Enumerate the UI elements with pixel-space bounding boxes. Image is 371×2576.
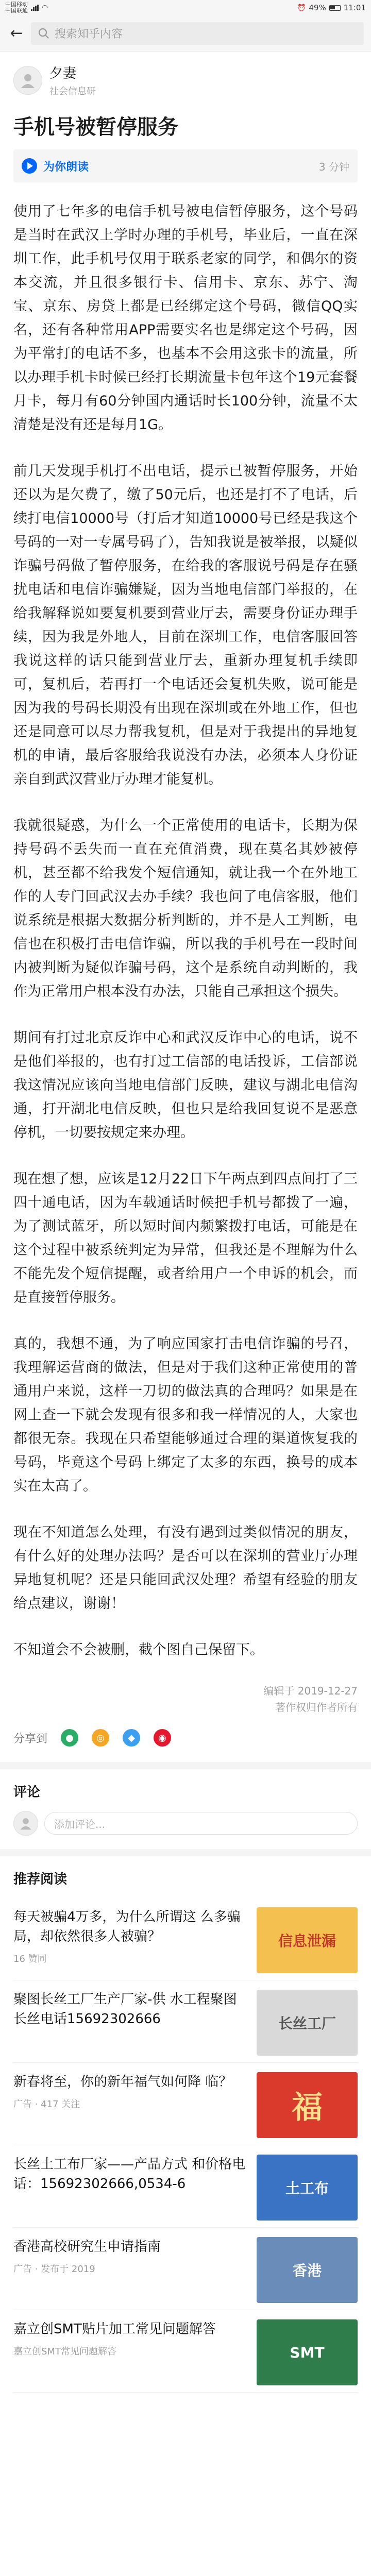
my-avatar [13, 1811, 38, 1836]
status-bar [0, 0, 371, 15]
carrier-line2: 中国联通 [5, 7, 28, 14]
recommend-item-meta: 广告 · 发布于 2019 [13, 2264, 95, 2275]
comments-section [0, 1769, 371, 1849]
recommend-item-title: 聚图长丝工厂生产厂家-供 水工程聚图长丝电话15692302666 [13, 1992, 237, 2027]
recommend-thumbnail: SMT [257, 2319, 358, 2385]
read-aloud-label: 为你朗读 [43, 160, 89, 174]
recommend-item-title: 长丝土工布厂家——产品方式 和价格电话：15692302666,0534-6 [13, 2157, 246, 2192]
recommend-item[interactable] [13, 2228, 358, 2310]
top-bar [0, 15, 371, 52]
battery-icon [329, 5, 341, 11]
article-paragraph: 使用了七年多的电信手机号被电信暂停服务，这个号码是当时在武汉上学时办理的手机号，毕业后，一直在深圳工作，此手机号仅用于联系老家的同学，和偶尔的资本交流，并且很多银行卡、信用卡、京东、苏宁、淘宝、京东、房贷上都是已经绑定这个号码，微信QQ实名，还有各种常用APP需要实名也是绑定这个号码，因为平常打的电话不多，也基本不会用这张卡的流量，所以办理手机卡时候已经打长期流量卡包年这个19元套餐月卡，每月有60分钟国内通话时长100分钟，流量不太清楚是没有还是每月1G。 [13, 204, 358, 433]
recommend-item-title: 新春将至，你的新年福气如何降 临？ [13, 2074, 232, 2090]
recommend-thumbnail: 福 [257, 2072, 358, 2138]
article-body [0, 182, 371, 1662]
avatar[interactable] [13, 66, 42, 95]
wechat-icon[interactable]: ● [61, 1729, 78, 1747]
recommend-section [0, 1856, 371, 2393]
comment-box [13, 1811, 358, 1836]
article-paragraph: 不知道会不会被删，截个图自己保留下。 [13, 1642, 264, 1658]
author-row[interactable] [0, 52, 371, 97]
recommend-item-title: 嘉立创SMT贴片加工常见问题解答 [13, 2321, 216, 2337]
recommend-thumbnail: 香港 [257, 2237, 358, 2303]
section-divider [0, 1762, 371, 1769]
weibo-icon[interactable]: ◉ [154, 1729, 171, 1747]
battery-percent: 49% [309, 3, 326, 12]
read-aloud-button[interactable] [13, 149, 358, 182]
article-paragraph: 真的，我想不通，为了响应国家打击电信诈骗的号召，我理解运营商的做法，但是对于我们这种正常使用的普通用户来说，这样一刀切的做法真的合理吗？如果是在网上查一下就会发现有很多和我一样情况的人，大家也都很无奈。我现在只希望能够通过合理的渠道恢复我的号码，毕竟这个号码上绑定了太多的东西，换号的成本实在太高了。 [13, 1336, 358, 1494]
recommend-item-title: 每天被骗4万多，为什么所谓这 么多骗局，却依然很多人被骗？ [13, 1909, 241, 1944]
recommend-item[interactable] [13, 2145, 358, 2228]
recommend-thumbnail: 土工布 [257, 2155, 358, 2221]
carrier [5, 2, 28, 14]
recommend-item[interactable] [13, 2063, 358, 2145]
article-paragraph: 前几天发现手机打不出电话，提示已被暂停服务，开始还以为是欠费了，缴了50元后，也还是打不了电话，后续打电信10000号（打后才知道10000号已经是我这个号码的一对一专属号码了），告知我说是被举报，以疑似诈骗号码做了暂停服务，在给我的客服说号码是存在骚扰电话和电信诈骗嫌疑，因为当地电信部门举报的，在给我解释说如要复机要到营业厅去，需要身份证办理手续，因为我是外地人，目前在深圳工作，电信客服回答我说这样的话只能到营业厅去，重新办理复机手续即可，复机后，若再打一个电话还会复机失败，说可能是因为我的号码长期没有出现在深圳或在外地工作，但也还是同意可以尽力帮我复机，但是对于我提出的异地复机的申请，最后客服给我说没有办法，必须本人身份证亲自到武汉营业厅办理才能复机。 [13, 463, 358, 787]
share-label: 分享到 [13, 1732, 48, 1745]
article-meta [0, 1677, 371, 1716]
wifi-icon: ◠ [42, 4, 48, 12]
moments-icon[interactable]: ◎ [92, 1729, 109, 1747]
recommend-item[interactable] [13, 1980, 358, 2063]
comments-title: 评论 [13, 1785, 41, 1800]
share-row [0, 1716, 371, 1747]
article-paragraph: 期间有打过北京反诈中心和武汉反诈中心的电话，说不是他们举报的，也有打过工信部的电话投诉，工信部说我这情况应该向当地电信部门反映，建议与湖北电信沟通，打开湖北电信反映，但也只是给我回复说不是恶意停机，一切要按规定来办理。 [13, 1030, 358, 1141]
search-placeholder: 搜索知乎内容 [55, 28, 123, 41]
author-intro: 社会信息研 [49, 86, 96, 97]
search-input[interactable] [31, 22, 364, 45]
recommend-item-meta: 广告 · 417 关注 [13, 2099, 80, 2110]
recommend-item-meta: 16 赞同 [13, 1954, 47, 1964]
article-paragraph: 现在不知道怎么处理，有没有遇到过类似情况的朋友，有什么好的处理办法吗？是否可以在深圳的营业厅办理异地复机呢？还是只能回武汉处理？希望有经验的朋友给点建议，谢谢！ [13, 1524, 358, 1612]
search-icon [38, 28, 49, 39]
play-icon [22, 158, 37, 174]
article-paragraph: 我就很疑惑，为什么一个正常使用的电话卡，长期为保持号码不丢失而一直在充值消费，现在莫名其妙被停机，甚至都不给我发个短信通知，就让我一个在外地工作的人专门回武汉去办手续？我也问了电信客服，他们说系统是根据大数据分析判断的，并不是人工判断，电信也在积极打击电信诈骗，所以我的手机号在一段时间内被判断为疑似诈骗号码，这个是系统自动判断的，我作为正常用户根本没有办法，只能自己承担这个损失。 [13, 818, 358, 999]
recommend-item[interactable] [13, 1898, 358, 1980]
edited-time: 编辑于 2019-12-27 [263, 1685, 358, 1697]
article-title: 手机号被暂停服务 [13, 115, 178, 139]
status-left [5, 2, 48, 14]
user-avatar-icon [19, 1816, 33, 1831]
carrier-line1: 中国移动 [5, 1, 28, 8]
recommend-item-title: 香港高校研究生申请指南 [13, 2239, 161, 2255]
author-name[interactable]: 夕妻 [49, 66, 77, 81]
alarm-icon: ⏰ [297, 4, 306, 12]
recommend-item-meta: 嘉立创SMT常见问题解答 [13, 2346, 116, 2357]
recommend-thumbnail: 信息泄漏 [257, 1907, 358, 1973]
author-avatar-icon [19, 72, 37, 89]
article-paragraph: 现在想了想，应该是12月22日下午两点到四点间打了三四十通电话，因为车载通话时候把手机号都拨了一遍，为了测试蓝牙，所以短时间内频繁拨打电话，可能是在这个过程中被系统判定为异常，但我还是不理解为什么不能先发个短信提醒，或者给用户一个申诉的机会，而是直接暂停服务。 [13, 1171, 358, 1306]
recommend-thumbnail: 长丝工厂 [257, 1990, 358, 2056]
recommend-item[interactable] [13, 2310, 358, 2393]
qq-icon[interactable]: ◆ [123, 1729, 140, 1747]
copyright-note: 著作权归作者所有 [275, 1701, 358, 1714]
comment-input[interactable]: 添加评论... [44, 1812, 358, 1835]
signal-icon [31, 5, 39, 11]
section-divider [0, 1849, 371, 1856]
recommend-title: 推荐阅读 [13, 1872, 68, 1887]
time: 11:01 [343, 3, 366, 12]
status-right [297, 3, 366, 12]
back-arrow-icon[interactable]: ← [10, 24, 23, 42]
read-aloud-duration: 3 分钟 [318, 160, 349, 173]
